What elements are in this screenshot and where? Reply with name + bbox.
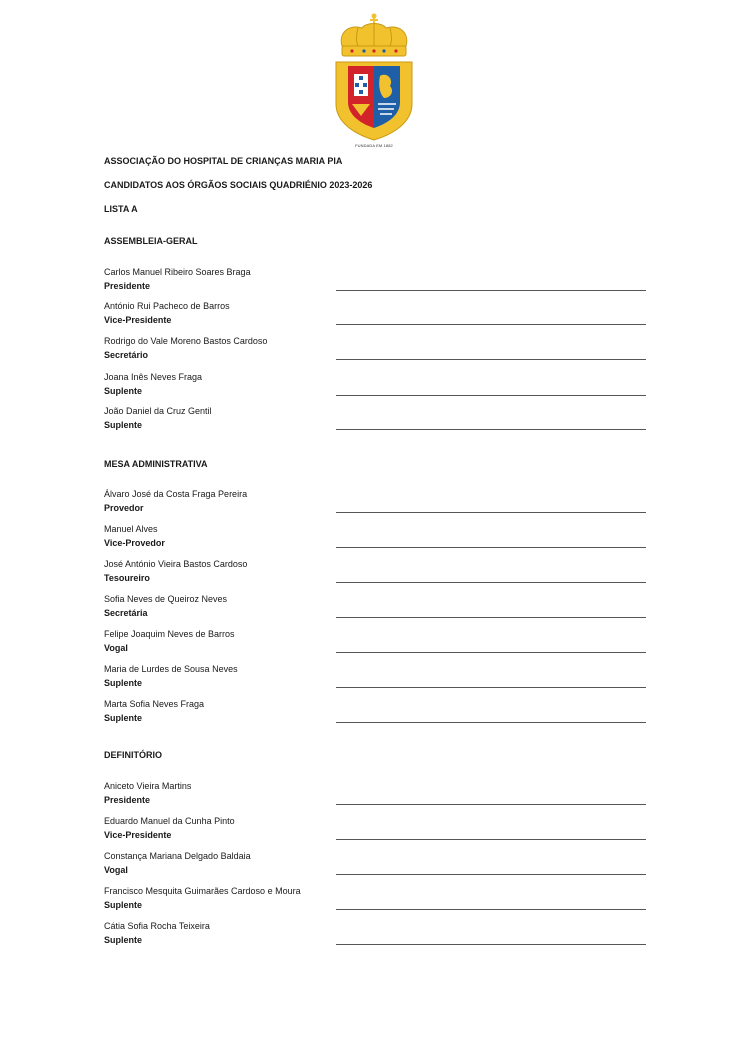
- member-entry: [104, 593, 646, 623]
- section-title-mesa-administrativa: MESA ADMINISTRATIVA: [104, 459, 208, 469]
- member-name: João Daniel da Cruz Gentil: [104, 406, 212, 416]
- member-name: Marta Sofia Neves Fraga: [104, 699, 205, 709]
- signature-line: [336, 804, 646, 805]
- member-role: Vogal: [104, 643, 128, 653]
- member-entry: [104, 523, 646, 553]
- member-role: Provedor: [104, 503, 144, 513]
- member-entry: [104, 850, 646, 880]
- member-name: Aniceto Vieira Martins: [104, 781, 192, 791]
- document-header: [104, 155, 372, 227]
- member-role: Suplente: [104, 420, 143, 430]
- member-role: Vogal: [104, 865, 128, 875]
- document-subtitle: CANDIDATOS AOS ÓRGÃOS SOCIAIS QUADRIÉNIO 2023-2026: [104, 180, 373, 190]
- member-role: Presidente: [104, 795, 151, 805]
- signature-line: [336, 395, 646, 396]
- member-name: Álvaro José da Costa Fraga Pereira: [104, 489, 248, 499]
- member-name: Constança Mariana Delgado Baldaia: [104, 851, 251, 861]
- member-name: Maria de Lurdes de Sousa Neves: [104, 664, 238, 674]
- member-entry: [104, 300, 646, 330]
- member-name: António Rui Pacheco de Barros: [104, 301, 230, 311]
- organization-title: ASSOCIAÇÃO DO HOSPITAL DE CRIANÇAS MARIA PIA: [104, 156, 343, 166]
- member-name: José António Vieira Bastos Cardoso: [104, 559, 248, 569]
- member-entry: [104, 488, 646, 518]
- member-entry: [104, 698, 646, 728]
- member-name: Carlos Manuel Ribeiro Soares Braga: [104, 267, 251, 277]
- logo-caption: FUNDADA EM 1882: [355, 143, 393, 148]
- signature-line: [336, 359, 646, 360]
- member-role: Suplente: [104, 678, 143, 688]
- crest-icon: [332, 12, 416, 142]
- member-role: Vice-Provedor: [104, 538, 165, 548]
- member-role: Presidente: [104, 281, 151, 291]
- signature-line: [336, 722, 646, 723]
- signature-line: [336, 839, 646, 840]
- signature-line: [336, 687, 646, 688]
- member-name: Joana Inês Neves Fraga: [104, 372, 203, 382]
- member-name: Manuel Alves: [104, 524, 158, 534]
- section-title-definitorio: DEFINITÓRIO: [104, 750, 162, 760]
- signature-line: [336, 874, 646, 875]
- member-name: Francisco Mesquita Guimarães Cardoso e Moura: [104, 886, 301, 896]
- member-entry: [104, 405, 646, 435]
- member-role: Vice-Presidente: [104, 315, 172, 325]
- member-role: Suplente: [104, 935, 143, 945]
- member-entry: [104, 558, 646, 588]
- signature-line: [336, 617, 646, 618]
- member-name: Eduardo Manuel da Cunha Pinto: [104, 816, 235, 826]
- crown-icon: [341, 14, 407, 57]
- signature-line: [336, 582, 646, 583]
- member-entry: [104, 628, 646, 658]
- member-role: Tesoureiro: [104, 573, 150, 583]
- member-entry: [104, 780, 646, 810]
- signature-line: [336, 512, 646, 513]
- member-role: Suplente: [104, 713, 143, 723]
- member-entry: [104, 371, 646, 401]
- shield-icon: [336, 62, 412, 140]
- signature-line: [336, 652, 646, 653]
- member-name: Felipe Joaquim Neves de Barros: [104, 629, 235, 639]
- member-role: Suplente: [104, 900, 143, 910]
- member-entry: [104, 335, 646, 365]
- member-role: Vice-Presidente: [104, 830, 172, 840]
- member-entry: [104, 663, 646, 693]
- signature-line: [336, 944, 646, 945]
- member-name: Sofia Neves de Queiroz Neves: [104, 594, 228, 604]
- signature-line: [336, 429, 646, 430]
- member-entry: [104, 266, 646, 296]
- signature-line: [336, 909, 646, 910]
- member-role: Secretário: [104, 350, 149, 360]
- list-label: LISTA A: [104, 204, 138, 214]
- section-title-assembleia-geral: ASSEMBLEIA-GERAL: [104, 236, 198, 246]
- member-name: Rodrigo do Vale Moreno Bastos Cardoso: [104, 336, 268, 346]
- signature-line: [336, 290, 646, 291]
- member-entry: [104, 885, 646, 915]
- member-entry: [104, 815, 646, 845]
- member-role: Secretária: [104, 608, 148, 618]
- member-entry: [104, 920, 646, 950]
- signature-line: [336, 324, 646, 325]
- member-name: Cátia Sofia Rocha Teixeira: [104, 921, 210, 931]
- member-role: Suplente: [104, 386, 143, 396]
- signature-line: [336, 547, 646, 548]
- hospital-logo: [332, 12, 416, 152]
